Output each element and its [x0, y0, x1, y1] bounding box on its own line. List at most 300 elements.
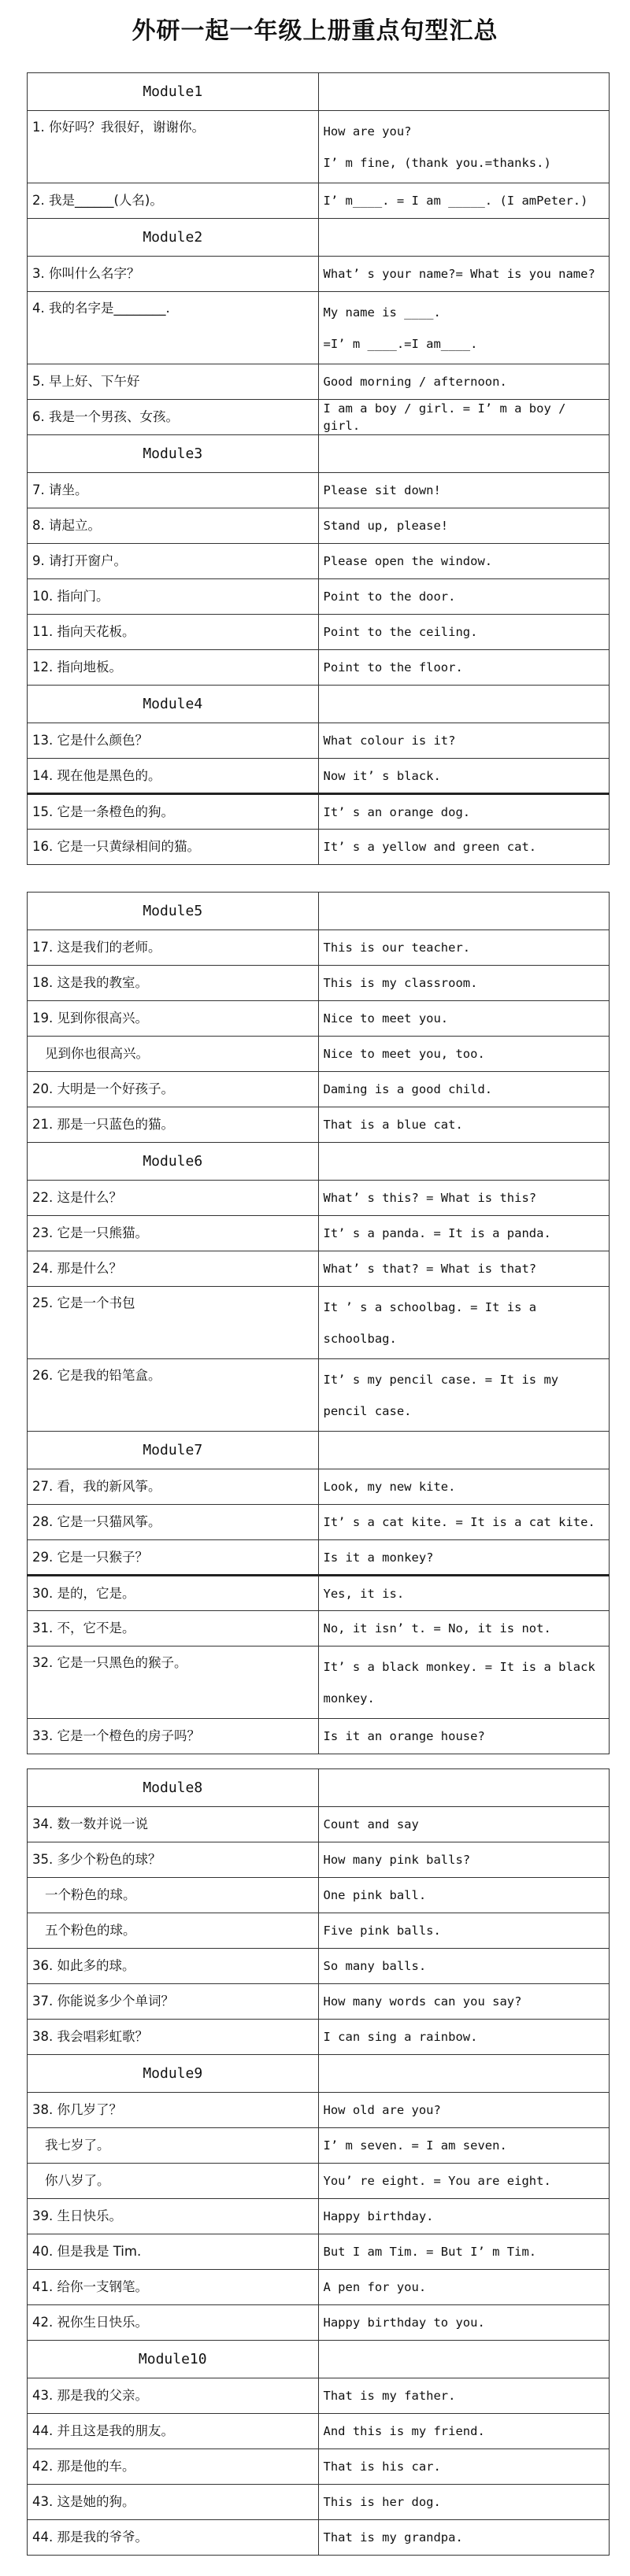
english-sentence: [318, 1107, 610, 1143]
chinese-sentence: [28, 1719, 319, 1754]
chinese-text: 一个粉色的球。: [45, 1887, 136, 1902]
english-text: What’ s that? = What is that?: [323, 1262, 537, 1276]
english-text: How many words can you say?: [323, 1994, 522, 2009]
english-sentence: [318, 292, 610, 364]
sentence-row: [28, 1576, 610, 1611]
module-empty-cell: [318, 893, 610, 930]
sentence-row: [28, 2199, 610, 2234]
chinese-text: 15. 它是一条橙色的狗。: [32, 804, 174, 819]
english-text: And this is my friend.: [323, 2424, 485, 2438]
english-text: Is it a monkey?: [323, 1550, 434, 1565]
module-header-row: [28, 73, 610, 111]
chinese-text: 我七岁了。: [45, 2138, 110, 2153]
chinese-sentence: [28, 544, 319, 579]
sentence-row: [28, 579, 610, 615]
english-text: What colour is it?: [323, 734, 456, 748]
english-text: This is her dog.: [323, 2495, 441, 2509]
chinese-sentence: [28, 1878, 319, 1913]
sentence-row: [28, 2485, 610, 2520]
english-text-line2: schoolbag.: [323, 1331, 397, 1346]
sentence-row: [28, 723, 610, 759]
english-text: It’ s a black monkey. = It is a black: [323, 1659, 595, 1674]
chinese-text: 4. 我的名字是________.: [32, 301, 170, 316]
chinese-sentence: [28, 292, 319, 364]
english-sentence: [318, 2378, 610, 2414]
english-text: Please open the window.: [323, 554, 493, 568]
chinese-text: 36. 如此多的球。: [32, 1958, 135, 1973]
english-sentence: [318, 2485, 610, 2520]
english-text: How are you?: [323, 124, 412, 139]
chinese-text: 33. 它是一个橙色的房子吗？: [32, 1728, 200, 1743]
english-sentence: [318, 723, 610, 759]
chinese-sentence: [28, 830, 319, 865]
english-sentence: [318, 1984, 610, 2020]
module-header-row: [28, 893, 610, 930]
english-sentence: [318, 183, 610, 219]
chinese-sentence: [28, 2414, 319, 2449]
english-text: Please sit down!: [323, 483, 441, 497]
chinese-text: 38. 我会唱彩虹歌？: [32, 2029, 148, 2044]
chinese-sentence: [28, 1540, 319, 1576]
english-sentence: [318, 473, 610, 508]
english-text: This is my classroom.: [323, 976, 478, 990]
page-title: 外研一起一年级上册重点句型汇总: [132, 17, 498, 45]
english-sentence: [318, 364, 610, 400]
chinese-sentence: [28, 257, 319, 292]
module-title: Module6: [28, 1143, 319, 1181]
sentence-row: [28, 930, 610, 966]
sentence-row: [28, 508, 610, 544]
chinese-text: 26. 它是我的铅笔盒。: [32, 1368, 161, 1383]
english-sentence: [318, 1287, 610, 1359]
sentence-table-3: [27, 1768, 610, 2556]
english-text: Point to the door.: [323, 589, 456, 604]
chinese-text: 2. 我是______(人名)。: [32, 193, 163, 208]
sentence-row: [28, 966, 610, 1001]
module-header-row: [28, 1769, 610, 1807]
sentence-row: [28, 1469, 610, 1505]
english-sentence: [318, 2093, 610, 2128]
chinese-sentence: [28, 1469, 319, 1505]
sentence-row: [28, 2449, 610, 2485]
english-text-line2: monkey.: [323, 1691, 375, 1706]
english-sentence: [318, 1878, 610, 1913]
sentence-row: [28, 292, 610, 364]
english-text: Count and say: [323, 1817, 419, 1831]
sentence-row: [28, 1719, 610, 1754]
module-empty-cell: [318, 435, 610, 473]
english-sentence: [318, 257, 610, 292]
chinese-sentence: [28, 2020, 319, 2055]
module-empty-cell: [318, 73, 610, 111]
sentence-table-2: [27, 892, 610, 1754]
sentence-row: [28, 2093, 610, 2128]
english-sentence: [318, 2164, 610, 2199]
sentence-row: [28, 257, 610, 292]
sentence-row: [28, 2020, 610, 2055]
sentence-row: [28, 1984, 610, 2020]
chinese-sentence: [28, 1842, 319, 1878]
english-sentence: [318, 1359, 610, 1432]
english-text: Stand up, please!: [323, 519, 449, 533]
chinese-sentence: [28, 2199, 319, 2234]
english-text: But I am Tim. = But I’ m Tim.: [323, 2245, 537, 2259]
module-header-row: [28, 2055, 610, 2093]
chinese-sentence: [28, 2485, 319, 2520]
sentence-row: [28, 1913, 610, 1949]
module-title: Module2: [28, 219, 319, 257]
chinese-sentence: [28, 2093, 319, 2128]
chinese-sentence: [28, 1287, 319, 1359]
chinese-text: 3. 你叫什么名字？: [32, 266, 140, 281]
sentence-row: [28, 364, 610, 400]
english-sentence: [318, 1505, 610, 1540]
sentence-row: [28, 2520, 610, 2556]
chinese-text: 21. 那是一只蓝色的猫。: [32, 1117, 174, 1132]
sentence-row: [28, 1807, 610, 1842]
english-sentence: [318, 2020, 610, 2055]
english-sentence: [318, 2128, 610, 2164]
english-sentence: [318, 111, 610, 183]
module-title: Module3: [28, 435, 319, 473]
chinese-sentence: [28, 1807, 319, 1842]
chinese-sentence: [28, 508, 319, 544]
chinese-sentence: [28, 1359, 319, 1432]
english-text: Five pink balls.: [323, 1924, 441, 1938]
chinese-text: 19. 见到你很高兴。: [32, 1011, 148, 1026]
sentence-row: [28, 1842, 610, 1878]
chinese-sentence: [28, 473, 319, 508]
english-sentence: [318, 930, 610, 966]
chinese-text: 44. 那是我的爷爷。: [32, 2530, 148, 2545]
english-text: Daming is a good child.: [323, 1082, 493, 1096]
sentence-table-1: [27, 72, 610, 865]
english-text: How many pink balls?: [323, 1853, 471, 1867]
english-sentence: [318, 759, 610, 794]
english-text-line2: =I’ m ____.=I am____.: [323, 336, 478, 351]
chinese-text: 6. 我是一个男孩、女孩。: [32, 409, 179, 424]
english-text: It’ s a panda. = It is a panda.: [323, 1226, 551, 1240]
english-sentence: [318, 1842, 610, 1878]
english-text: Good morning / afternoon.: [323, 375, 507, 389]
english-sentence: [318, 2199, 610, 2234]
module-header-row: [28, 2341, 610, 2378]
english-text: One pink ball.: [323, 1888, 427, 1902]
chinese-text: 16. 它是一只黄绿相间的猫。: [32, 839, 200, 854]
sentence-row: [28, 111, 610, 183]
sentence-row: [28, 1107, 610, 1143]
english-text: It’ s my pencil case. = It is my: [323, 1372, 559, 1387]
chinese-sentence: [28, 650, 319, 686]
module-empty-cell: [318, 219, 610, 257]
sentence-row: [28, 1878, 610, 1913]
english-sentence: [318, 2414, 610, 2449]
sentence-row: [28, 759, 610, 794]
english-text: Happy birthday.: [323, 2209, 434, 2223]
chinese-text: 37. 你能说多少个单词？: [32, 1994, 174, 2009]
english-text: My name is ____.: [323, 305, 441, 320]
chinese-text: 31. 不，它不是。: [32, 1621, 135, 1635]
chinese-sentence: [28, 2234, 319, 2270]
sentence-row: [28, 183, 610, 219]
module-empty-cell: [318, 2341, 610, 2378]
english-text: Is it an orange house?: [323, 1729, 485, 1743]
chinese-sentence: [28, 2520, 319, 2556]
sentence-row: [28, 400, 610, 435]
chinese-sentence: [28, 1107, 319, 1143]
module-header-row: [28, 1432, 610, 1469]
module-empty-cell: [318, 686, 610, 723]
english-text: Point to the floor.: [323, 660, 463, 674]
sentence-row: [28, 544, 610, 579]
chinese-text: 38. 你几岁了？: [32, 2102, 122, 2117]
chinese-text: 24. 那是什么？: [32, 1261, 122, 1276]
module-empty-cell: [318, 2055, 610, 2093]
chinese-text: 44. 并且这是我的朋友。: [32, 2423, 174, 2438]
chinese-text: 34. 数一数并说一说: [32, 1817, 148, 1831]
chinese-text: 18. 这是我的教室。: [32, 975, 148, 990]
sentence-row: [28, 473, 610, 508]
sentence-row: [28, 2378, 610, 2414]
sentence-row: [28, 1540, 610, 1576]
chinese-sentence: [28, 183, 319, 219]
english-sentence: [318, 579, 610, 615]
english-text: It’ s an orange dog.: [323, 804, 471, 819]
sentence-row: [28, 1359, 610, 1432]
english-text: How old are you?: [323, 2103, 441, 2117]
chinese-text: 9. 请打开窗户。: [32, 553, 127, 568]
module-empty-cell: [318, 1432, 610, 1469]
chinese-text: 7. 请坐。: [32, 482, 88, 497]
sentence-row: [28, 1287, 610, 1359]
chinese-text: 20. 大明是一个好孩子。: [32, 1081, 174, 1096]
chinese-sentence: [28, 2449, 319, 2485]
english-sentence: [318, 544, 610, 579]
chinese-text: 41. 给你一支钢笔。: [32, 2279, 148, 2294]
module-title: Module1: [28, 73, 319, 111]
english-sentence: [318, 2520, 610, 2556]
sentence-row: [28, 1181, 610, 1216]
module-title: Module4: [28, 686, 319, 723]
module-header-row: [28, 686, 610, 723]
english-text: That is a blue cat.: [323, 1118, 463, 1132]
english-sentence: [318, 1540, 610, 1576]
chinese-sentence: [28, 1611, 319, 1646]
english-text: A pen for you.: [323, 2280, 427, 2294]
chinese-text: 22. 这是什么？: [32, 1190, 122, 1205]
english-sentence: [318, 1646, 610, 1719]
module-header-row: [28, 1143, 610, 1181]
english-sentence: [318, 508, 610, 544]
chinese-sentence: [28, 759, 319, 794]
english-sentence: [318, 1469, 610, 1505]
chinese-sentence: [28, 1181, 319, 1216]
english-text: It ’ s a schoolbag. = It is a: [323, 1299, 537, 1314]
chinese-text: 五个粉色的球。: [45, 1923, 136, 1938]
chinese-sentence: [28, 1913, 319, 1949]
english-sentence: [318, 1611, 610, 1646]
english-text: So many balls.: [323, 1959, 427, 1973]
sentence-row: [28, 2270, 610, 2305]
sentence-row: [28, 1072, 610, 1107]
chinese-text: 23. 它是一只熊猫。: [32, 1225, 148, 1240]
english-sentence: [318, 650, 610, 686]
english-sentence: [318, 1719, 610, 1754]
english-sentence: [318, 1181, 610, 1216]
english-sentence: [318, 1807, 610, 1842]
chinese-text: 1. 你好吗？我很好，谢谢你。: [32, 120, 205, 135]
chinese-text: 13. 它是什么颜色？: [32, 733, 148, 748]
english-text: I am a boy / girl. = I’ m a boy / girl.: [323, 401, 566, 433]
chinese-sentence: [28, 1505, 319, 1540]
chinese-sentence: [28, 1576, 319, 1611]
chinese-sentence: [28, 111, 319, 183]
sentence-row: [28, 1949, 610, 1984]
english-text: This is our teacher.: [323, 941, 471, 955]
chinese-text: 30. 是的，它是。: [32, 1585, 135, 1601]
sentence-row: [28, 1001, 610, 1037]
english-text: I’ m____. = I am _____. (I amPeter.): [323, 194, 588, 208]
chinese-text: 42. 祝你生日快乐。: [32, 2315, 148, 2330]
chinese-sentence: [28, 2164, 319, 2199]
sentence-row: [28, 1037, 610, 1072]
english-text: What’ s this? = What is this?: [323, 1191, 537, 1205]
chinese-sentence: [28, 930, 319, 966]
sentence-row: [28, 2128, 610, 2164]
english-text: It’ s a cat kite. = It is a cat kite.: [323, 1515, 595, 1529]
sentence-row: [28, 650, 610, 686]
chinese-sentence: [28, 1251, 319, 1287]
module-title: Module7: [28, 1432, 319, 1469]
sentence-row: [28, 830, 610, 865]
chinese-sentence: [28, 1646, 319, 1719]
chinese-sentence: [28, 2305, 319, 2341]
chinese-text: 35. 多少个粉色的球？: [32, 1852, 161, 1867]
chinese-text: 39. 生日快乐。: [32, 2208, 122, 2223]
english-sentence: [318, 615, 610, 650]
english-sentence: [318, 794, 610, 830]
english-text-line2: pencil case.: [323, 1403, 412, 1418]
chinese-sentence: [28, 1001, 319, 1037]
chinese-text: 27. 看，我的新风筝。: [32, 1479, 161, 1494]
chinese-sentence: [28, 1072, 319, 1107]
chinese-sentence: [28, 2378, 319, 2414]
chinese-text: 29. 它是一只猴子？: [32, 1549, 148, 1565]
english-sentence: [318, 1072, 610, 1107]
english-text: You’ re eight. = You are eight.: [323, 2174, 551, 2188]
chinese-sentence: [28, 794, 319, 830]
chinese-text: 12. 指向地板。: [32, 660, 122, 674]
english-sentence: [318, 1576, 610, 1611]
chinese-sentence: [28, 400, 319, 435]
english-sentence: [318, 400, 610, 435]
english-sentence: [318, 1949, 610, 1984]
module-title: Module10: [28, 2341, 319, 2378]
chinese-text: 11. 指向天花板。: [32, 624, 135, 639]
english-text: It’ s a yellow and green cat.: [323, 840, 537, 854]
sentence-row: [28, 1251, 610, 1287]
chinese-text: 25. 它是一个书包: [32, 1295, 135, 1310]
english-text: That is his car.: [323, 2460, 441, 2474]
english-text: Nice to meet you, too.: [323, 1047, 485, 1061]
english-text: Look, my new kite.: [323, 1480, 456, 1494]
module-header-row: [28, 219, 610, 257]
english-sentence: [318, 2449, 610, 2485]
chinese-text: 40. 但是我是 Tim.: [32, 2244, 142, 2259]
chinese-text: 10. 指向门。: [32, 589, 109, 604]
module-header-row: [28, 435, 610, 473]
module-empty-cell: [318, 1769, 610, 1807]
chinese-sentence: [28, 364, 319, 400]
english-text: What’ s your name?= What is you name?: [323, 267, 595, 281]
english-text: I can sing a rainbow.: [323, 2030, 478, 2044]
english-sentence: [318, 2305, 610, 2341]
chinese-text: 8. 请起立。: [32, 518, 101, 533]
sentence-row: [28, 1646, 610, 1719]
english-text: Yes, it is.: [323, 1586, 405, 1601]
chinese-sentence: [28, 579, 319, 615]
chinese-text: 43. 那是我的父亲。: [32, 2388, 148, 2403]
english-sentence: [318, 1037, 610, 1072]
english-text-line2: I’ m fine, (thank you.=thanks.): [323, 155, 551, 170]
chinese-sentence: [28, 1949, 319, 1984]
sentence-row: [28, 2234, 610, 2270]
sentence-row: [28, 2414, 610, 2449]
chinese-text: 43. 这是她的狗。: [32, 2494, 135, 2509]
chinese-sentence: [28, 2128, 319, 2164]
chinese-sentence: [28, 615, 319, 650]
chinese-text: 见到你也很高兴。: [45, 1046, 149, 1061]
chinese-text: 28. 它是一只猫风筝。: [32, 1514, 161, 1529]
english-sentence: [318, 1251, 610, 1287]
english-sentence: [318, 1913, 610, 1949]
sentence-row: [28, 794, 610, 830]
sentence-row: [28, 1505, 610, 1540]
sentence-row: [28, 2164, 610, 2199]
sentence-row: [28, 1611, 610, 1646]
module-title: Module9: [28, 2055, 319, 2093]
english-text: Point to the ceiling.: [323, 625, 478, 639]
module-empty-cell: [318, 1143, 610, 1181]
english-sentence: [318, 966, 610, 1001]
english-sentence: [318, 2234, 610, 2270]
module-title: Module8: [28, 1769, 319, 1807]
english-sentence: [318, 1216, 610, 1251]
english-text: Now it’ s black.: [323, 768, 441, 783]
english-text: That is my father.: [323, 2389, 456, 2403]
chinese-sentence: [28, 1216, 319, 1251]
english-text: Happy birthday to you.: [323, 2315, 485, 2330]
english-sentence: [318, 830, 610, 865]
chinese-text: 你八岁了。: [45, 2173, 110, 2188]
sentence-row: [28, 2305, 610, 2341]
chinese-text: 42. 那是他的车。: [32, 2459, 135, 2474]
chinese-text: 32. 它是一只黑色的猴子。: [32, 1655, 187, 1670]
sentence-row: [28, 615, 610, 650]
english-sentence: [318, 2270, 610, 2305]
english-text: No, it isn’ t. = No, it is not.: [323, 1621, 551, 1635]
english-text: I’ m seven. = I am seven.: [323, 2138, 507, 2153]
chinese-text: 14. 现在他是黑色的。: [32, 767, 161, 783]
module-title: Module5: [28, 893, 319, 930]
chinese-text: 17. 这是我们的老师。: [32, 940, 161, 955]
chinese-text: 5. 早上好、下午好: [32, 374, 140, 389]
chinese-sentence: [28, 2270, 319, 2305]
chinese-sentence: [28, 1984, 319, 2020]
english-text: Nice to meet you.: [323, 1011, 449, 1026]
english-sentence: [318, 1001, 610, 1037]
chinese-sentence: [28, 1037, 319, 1072]
